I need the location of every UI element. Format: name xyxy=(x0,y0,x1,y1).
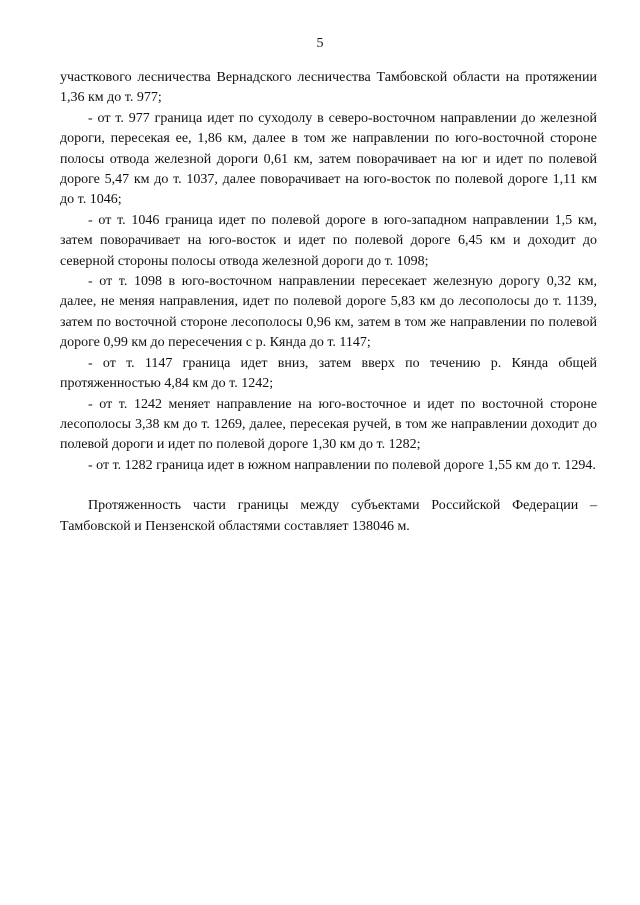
paragraph-point-977: - от т. 977 граница идет по суходолу в северо-восточном направлении до железной дороги, пересекая ее, 1,86 км, далее в том же направлении по юго-восточной стороне полосы отвода железной дороги 0,61 км, затем поворачивает на юг и идет по полевой дороге 5,47 км до т. 1037, далее поворачивает на юго-восток по полевой дороге 1,11 км до т. 1046; xyxy=(60,110,597,208)
paragraph-point-1242: - от т. 1242 меняет направление на юго-восточное и идет по восточной стороне лесополосы 3,38 км до т. 1269, далее, пересекая ручей, в том же направлении доходит до полевой дороги и идет по полевой дороге 1,30 км до т. 1282; xyxy=(60,396,597,453)
paragraph-point-1046: - от т. 1046 граница идет по полевой дороге в юго-западном направлении 1,5 км, затем поворачивает на юго-восток и идет по полевой дороге 6,45 км и доходит до северной стороны полосы отвода железной дороги до т. 1098; xyxy=(60,212,597,269)
page-number: 5 xyxy=(316,36,324,51)
paragraph-continuation: участкового лесничества Вернадского лесничества Тамбовской области на протяжении 1,36 км до т. 977; xyxy=(60,70,597,106)
summary-paragraph: Протяженность части границы между субъектами Российской Федерации – Тамбовской и Пензенской областями составляет 138046 м. xyxy=(60,498,597,534)
document-body xyxy=(60,68,597,537)
paragraph-point-1282: - от т. 1282 граница идет в южном направлении по полевой дороге 1,55 км до т. 1294. xyxy=(88,457,596,473)
paragraph-point-1147: - от т. 1147 граница идет вниз, затем вверх по течению р. Кянда общей протяженностью 4,84 км до т. 1242; xyxy=(60,355,597,392)
paragraph-point-1098: - от т. 1098 в юго-восточном направлении пересекает железную дорогу 0,32 км, далее, не меняя направления, идет по полевой дороге 5,83 км до лесополосы до т. 1139, затем по восточной стороне лесополосы 0,96 км, затем в том же направлении по полевой дороге 0,99 км до пересечения с р. Кянда до т. 1147; xyxy=(60,274,597,351)
